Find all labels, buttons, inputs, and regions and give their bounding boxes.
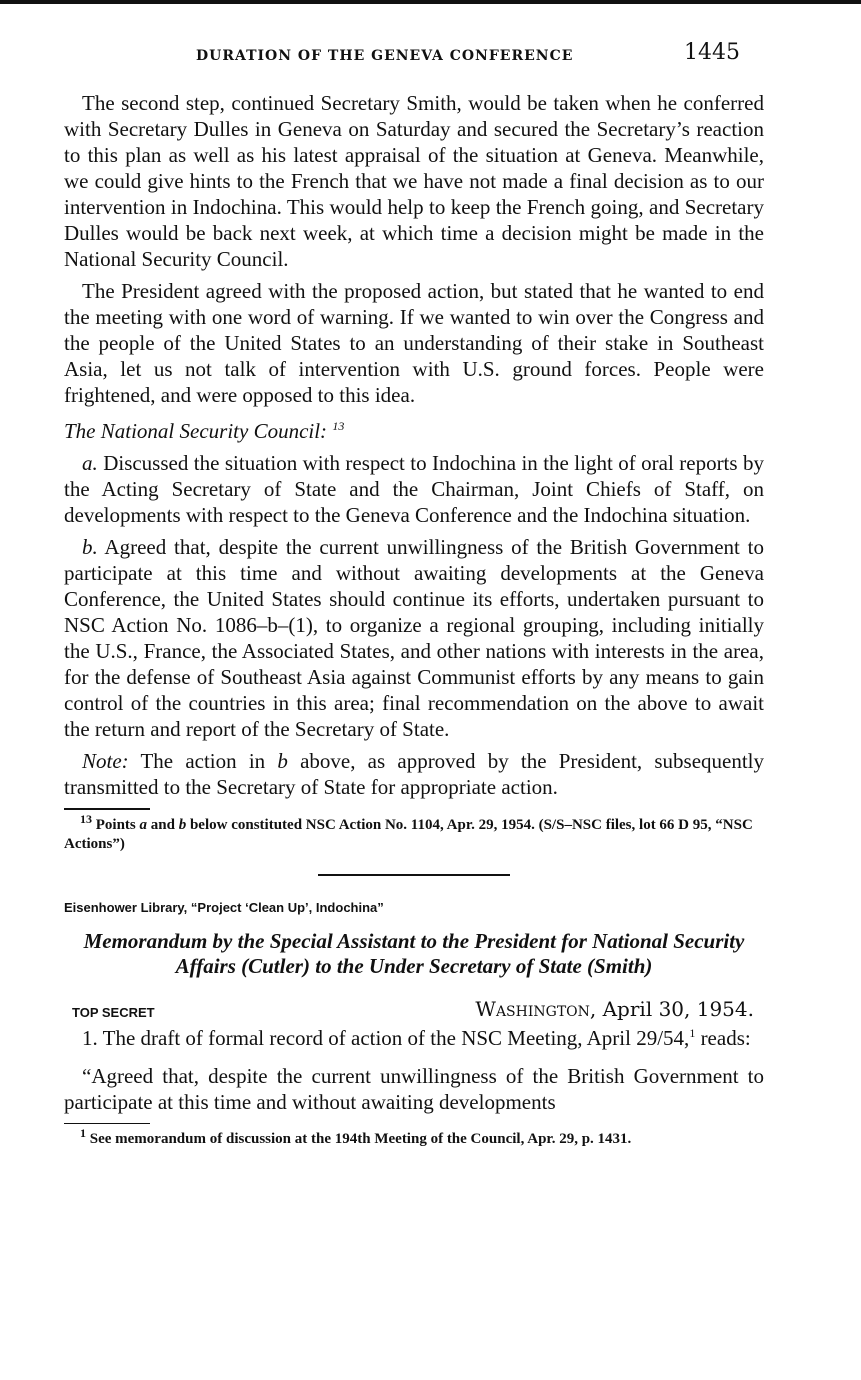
document-title-smith: Smith (594, 954, 646, 978)
nsc-heading (64, 418, 764, 444)
note-label: Note: (82, 749, 129, 773)
footnote-13-a: a (139, 817, 148, 833)
note-text-1: The action in (140, 749, 266, 773)
classification-label: TOP SECRET (72, 1005, 155, 1020)
footnote-13-text-1: Points (95, 817, 136, 833)
footnote-13 (64, 812, 764, 854)
document-title-2: to the Under Secretary of State (315, 954, 582, 978)
document-source: Eisenhower Library, “Project ‘Clean Up’, Indochina” (64, 900, 384, 915)
memo-item-1 (64, 1025, 764, 1051)
document-title-cutler: Cutler (248, 954, 303, 978)
item-a-text: Discussed the situation with respect to Indochina in the light of oral reports by the Acting Secretary of State and the Chairman, Joint Chiefs of Staff, on developments with respect to the Geneva Conference and the Indochina situation. (64, 451, 764, 527)
item-b-label: b. (82, 535, 98, 559)
page-number: 1445 (684, 40, 740, 65)
date: April 30, 1954. (602, 997, 754, 1021)
dateline (64, 995, 764, 1025)
paragraph-president-warning: The President agreed with the proposed action, but stated that he wanted to end the meeting with one word of warning. If we wanted to win over the Congress and the people of the United States to an understanding of their stake in Southeast Asia, let us not talk of intervention with U.S. ground forces. People were frightened, and were opposed to this idea. (64, 279, 764, 407)
item-a-label: a. (82, 451, 98, 475)
memo-quote: “Agreed that, despite the current unwillingness of the British Government to participate at this time and without awaiting developments (64, 1064, 764, 1114)
nsc-item-b (64, 534, 764, 742)
note-b: b (277, 749, 288, 773)
page-content (64, 38, 764, 1149)
memo-item-1-end: reads: (700, 1026, 751, 1050)
footnote-rule (64, 808, 150, 810)
document-separator (318, 874, 510, 876)
footnote-ref-1[interactable]: 1 (689, 1026, 696, 1040)
nsc-heading-text: The National Security Council: (64, 419, 328, 443)
note-text-2: above, as approved by the President, subsequently transmitted to the Secretary of State for appropriate action. (64, 749, 765, 799)
nsc-item-a (64, 450, 764, 528)
item-b-text: Agreed that, despite the current unwillingness of the British Government to participate at this time and without awaiting developments at the Geneva Conference, the United States should continue its efforts, undertaken pursuant to NSC Action No. 1086–b–(1), to organize a regional grouping, including initially the U.S., France, the Associated States, and other nations with interests in the area, for the defense of Southeast Asia against Communist efforts by any means to gain control of the countries in this area; final recommendation on the above to await the return and report of the Secretary of State. (64, 535, 765, 741)
footnote-13-b: b (178, 817, 187, 833)
nsc-note (64, 748, 764, 800)
paragraph-second-step: The second step, continued Secretary Smith, would be taken when he conferred with Secretary Dulles in Geneva on Saturday and secured the Secretary’s reaction to this plan as well as his latest appraisal of the situation at Geneva. Meanwhile, we could give hints to the French that we have not made a final decision as to our intervention in Indochina. This would help to keep the French going, and Secretary Dulles would be back next week, at which time a decision might be made in the National Security Council. (64, 91, 764, 271)
footnote-ref-13[interactable]: 13 (332, 419, 345, 433)
footnote-1-marker: 1 (80, 1126, 86, 1140)
place-date (475, 997, 754, 1021)
footnote-13-marker: 13 (80, 812, 92, 826)
footnote-1-rule (64, 1123, 150, 1124)
place: Washington, (475, 997, 597, 1021)
running-head (64, 38, 764, 74)
footnote-13-text-2: and (150, 817, 175, 833)
footnote-13-text-3: below constituted NSC Action No. 1104, Apr. 29, 1954. (S/S–NSC files, lot 66 D 95, “NSC Actions”) (64, 817, 753, 852)
document-title: Memorandum by the Special Assistant to the President for National Security Affairs (Cutler) to the Under Secretary of State (Smith) (83, 929, 745, 978)
page-top-edge (0, 0, 861, 4)
document-title-1: Memorandum by the Special Assistant to the President for National Security Affairs (83, 929, 745, 978)
running-title: DURATION OF THE GENEVA CONFERENCE (196, 48, 574, 64)
footnote-1-text: See memorandum of discussion at the 194th Meeting of the Council, Apr. 29, p. 1431. (89, 1131, 632, 1147)
memo-item-1-start: 1. The draft of formal record of action of the NSC Meeting, April 29/54, (82, 1026, 690, 1050)
footnote-1 (64, 1126, 764, 1149)
